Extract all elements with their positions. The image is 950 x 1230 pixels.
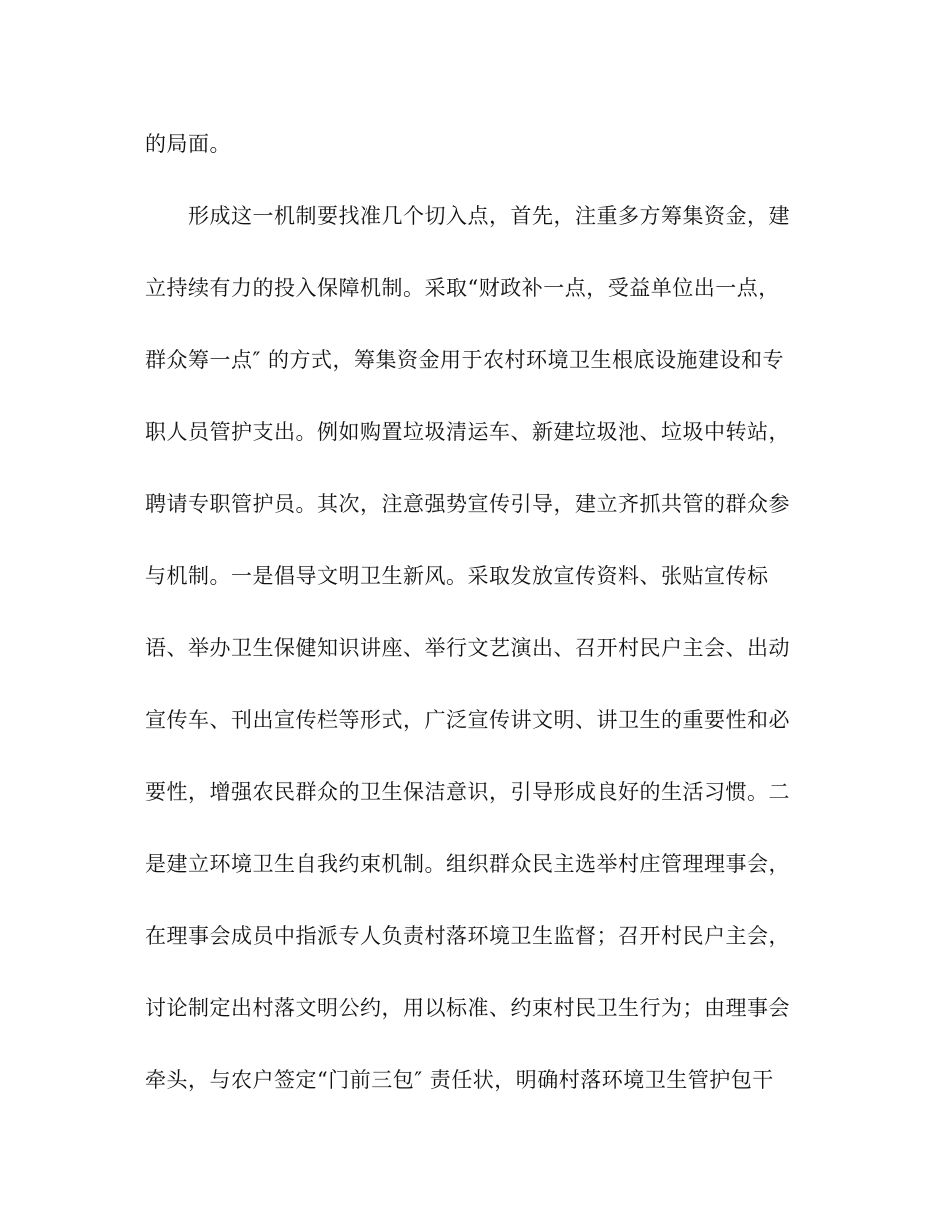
paragraph-line: 牵头，与农户签定“门前三包″ 责任状，明确村落环境卫生管护包干 <box>145 1068 774 1092</box>
paragraph-line: 与机制。一是倡导文明卫生新风。采取发放宣传资料、张贴宣传标 <box>145 564 769 588</box>
paragraph-line: 语、举办卫生保健知识讲座、举行文艺演出、召开村民户主会、出动 <box>145 636 790 660</box>
paragraph-line: 在理事会成员中指派专人负责村落环境卫生监督；召开村民户主会， <box>145 924 790 948</box>
paragraph-line: 立持续有力的投入保障机制。采取“财政补一点，受益单位出一点， <box>145 276 780 300</box>
paragraph-line: 是建立环境卫生自我约束机制。组织群众民主选举村庄管理理事会， <box>145 852 790 876</box>
paragraph-line: 的局面。 <box>145 132 231 156</box>
paragraph-line: 讨论制定出村落文明公约，用以标准、约束村民卫生行为；由理事会 <box>145 996 790 1020</box>
paragraph-line: 聘请专职管护员。其次，注意强势宣传引导，建立齐抓共管的群众参 <box>145 492 790 516</box>
paragraph-line: 群众筹一点″ 的方式，筹集资金用于农村环境卫生根底设施建设和专 <box>145 348 785 372</box>
paragraph-line: 要性，增强农民群众的卫生保洁意识，引导形成良好的生活习惯。二 <box>145 780 790 804</box>
paragraph-line: 形成这一机制要找准几个切入点，首先，注重多方筹集资金，建 <box>188 204 790 228</box>
paragraph-line: 宣传车、刊出宣传栏等形式，广泛宣传讲文明、讲卫生的重要性和必 <box>145 708 790 732</box>
paragraph-line: 职人员管护支出。例如购置垃圾清运车、新建垃圾池、垃圾中转站， <box>145 420 790 444</box>
